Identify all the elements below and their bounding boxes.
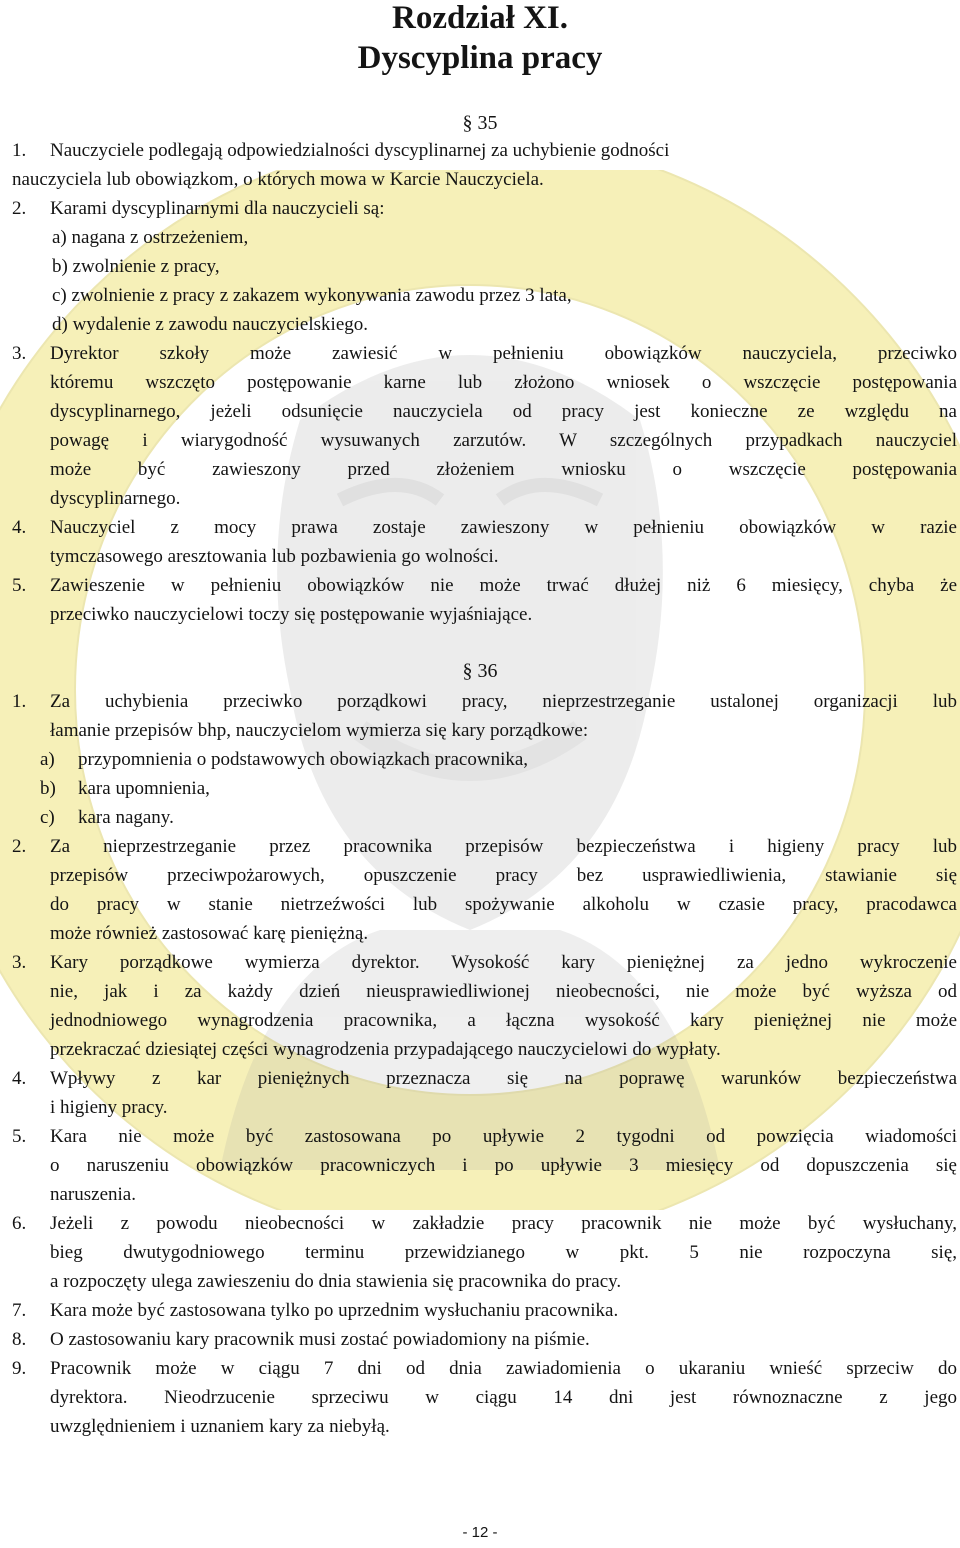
text-line: któremu wszczęto postępowanie karne lub złożono wniosek o wszczęcie postępowania: [50, 372, 957, 393]
paragraph-number: 1.: [12, 691, 27, 712]
s36-paragraph-8: [12, 1325, 957, 1354]
text-line: Jeżeli z powodu nieobecności w zakładzie pracy pracownik nie może być wysłuchany,: [50, 1213, 957, 1234]
text-line: Nauczyciele podlegają odpowiedzialności dyscyplinarnej za uchybienie godności: [50, 140, 670, 161]
s36-paragraph-2: [12, 832, 957, 948]
text-line: a rozpoczęty ulega zawieszeniu do dnia stawienia się pracownika do pracy.: [50, 1271, 622, 1292]
chapter-title: Dyscyplina pracy: [357, 40, 603, 76]
text-line: przepisów przeciwpożarowych, opuszczenie pracy bez usprawiedliwienia, stawianie się: [50, 865, 957, 886]
chapter-number: Rozdział XI.: [392, 0, 568, 36]
text-line: nie, jak i za każdy dzień nieusprawiedliwionej nieobecności, nie może być wyższa od: [50, 981, 957, 1002]
section-36-heading: § 36: [462, 660, 498, 682]
s36-paragraph-9: [12, 1354, 957, 1441]
paragraph-number: 2.: [12, 198, 27, 219]
list-item: kara upomnienia,: [78, 778, 210, 799]
page-number: - 12 -: [462, 1524, 498, 1541]
text-line: łamanie przepisów bhp, nauczycielom wymierza się kary porządkowe:: [50, 720, 589, 741]
text-line: Kara może być zastosowana tylko po uprzednim wysłuchaniu pracownika.: [50, 1300, 619, 1321]
list-letter: a): [40, 749, 55, 770]
section-35-heading: § 35: [462, 112, 498, 134]
text-line: o naruszeniu obowiązków pracowniczych i po upływie 3 miesięcy od dopuszczenia się: [50, 1155, 957, 1176]
paragraph-number: 7.: [12, 1300, 27, 1321]
paragraph-number: 6.: [12, 1213, 27, 1234]
paragraph-number: 5.: [12, 1126, 27, 1147]
text-line: może również zastosować karę pieniężną.: [50, 923, 369, 944]
s35-paragraph-2: [12, 194, 957, 335]
s36-paragraph-1: [12, 687, 957, 828]
text-line: Pracownik może w ciągu 7 dni od dnia zawiadomienia o ukaraniu wnieść sprzeciw do: [50, 1358, 957, 1379]
text-line: Kara nie może być zastosowana po upływie 2 tygodni od powzięcia wiadomości: [50, 1126, 957, 1147]
list-letter: b): [40, 778, 56, 799]
s36-paragraph-7: [12, 1296, 957, 1325]
paragraph-number: 9.: [12, 1358, 27, 1379]
text-line: naruszenia.: [50, 1184, 136, 1205]
text-line: dyscyplinarnego, jeżeli odsunięcie nauczyciela od pracy jest konieczne ze względu na: [50, 401, 957, 422]
text-line: dyrektora. Nieodrzucenie sprzeciwu w ciągu 14 dni jest równoznaczne z jego: [50, 1387, 957, 1408]
text-line: Karami dyscyplinarnymi dla nauczycieli są:: [50, 198, 385, 219]
s35-paragraph-3: [12, 339, 957, 513]
text-line: bieg dwutygodniowego terminu przewidzianego w pkt. 5 nie rozpoczyna się,: [50, 1242, 957, 1263]
paragraph-number: 4.: [12, 1068, 27, 1089]
text-line: Kary porządkowe wymierza dyrektor. Wysokość kary pieniężnej za jedno wykroczenie: [50, 952, 957, 973]
paragraph-number: 4.: [12, 517, 27, 538]
list-item: a) nagana z ostrzeżeniem,: [52, 227, 249, 248]
text-line: Dyrektor szkoły może zawiesić w pełnieniu obowiązków nauczyciela, przeciwko: [50, 343, 957, 364]
text-line: i higieny pracy.: [50, 1097, 168, 1118]
paragraph-number: 3.: [12, 952, 27, 973]
list-item: c) zwolnienie z pracy z zakazem wykonywania zawodu przez 3 lata,: [52, 285, 572, 306]
text-line: do pracy w stanie nietrzeźwości lub spożywanie alkoholu w czasie pracy, pracodawca: [50, 894, 957, 915]
s35-paragraph-5: [12, 571, 957, 629]
list-item: kara nagany.: [78, 807, 174, 828]
text-line: Nauczyciel z mocy prawa zostaje zawieszony w pełnieniu obowiązków w razie: [50, 517, 957, 538]
text-line: nauczyciela lub obowiązkom, o których mowa w Karcie Nauczyciela.: [12, 169, 544, 190]
text-line: przekraczać dziesiątej części wynagrodzenia przypadającego nauczycielowi do wypłaty.: [50, 1039, 721, 1060]
s35-paragraph-1: [12, 136, 957, 194]
list-letter: c): [40, 807, 55, 828]
s36-paragraph-6: [12, 1209, 957, 1296]
s35-paragraph-4: [12, 513, 957, 571]
paragraph-number: 3.: [12, 343, 27, 364]
paragraph-number: 8.: [12, 1329, 27, 1350]
s36-paragraph-4: [12, 1064, 957, 1122]
text-line: uwzględnieniem i uznaniem kary za niebyłą.: [50, 1416, 390, 1437]
text-line: Za uchybienia przeciwko porządkowi pracy, nieprzestrzeganie ustalonej organizacji lub: [50, 691, 957, 712]
paragraph-number: 2.: [12, 836, 27, 857]
text-line: może być zawieszony przed złożeniem wniosku o wszczęcie postępowania: [50, 459, 957, 480]
text-line: Zawieszenie w pełnieniu obowiązków nie może trwać dłużej niż 6 miesięcy, chyba że: [50, 575, 957, 596]
text-line: Za nieprzestrzeganie przez pracownika przepisów bezpieczeństwa i higieny pracy lub: [50, 836, 957, 857]
text-line: tymczasowego aresztowania lub pozbawienia go wolności.: [50, 546, 499, 567]
list-item: d) wydalenie z zawodu nauczycielskiego.: [52, 314, 369, 335]
list-item: b) zwolnienie z pracy,: [52, 256, 220, 277]
text-line: dyscyplinarnego.: [50, 488, 181, 509]
text-line: powagę i wiarygodność wysuwanych zarzutów. W szczególnych przypadkach nauczyciel: [50, 430, 957, 451]
text-line: jednodniowego wynagrodzenia pracownika, a łączna wysokość kary pieniężnej nie może: [50, 1010, 957, 1031]
paragraph-number: 1.: [12, 140, 27, 161]
text-line: O zastosowaniu kary pracownik musi zostać powiadomiony na piśmie.: [50, 1329, 590, 1350]
paragraph-number: 5.: [12, 575, 27, 596]
list-item: przypomnienia o podstawowych obowiązkach pracownika,: [78, 749, 529, 770]
s36-paragraph-5: [12, 1122, 957, 1209]
text-line: przeciwko nauczycielowi toczy się postępowanie wyjaśniające.: [50, 604, 533, 625]
s36-paragraph-3: [12, 948, 957, 1064]
text-line: Wpływy z kar pieniężnych przeznacza się na poprawę warunków bezpieczeństwa: [50, 1068, 957, 1089]
